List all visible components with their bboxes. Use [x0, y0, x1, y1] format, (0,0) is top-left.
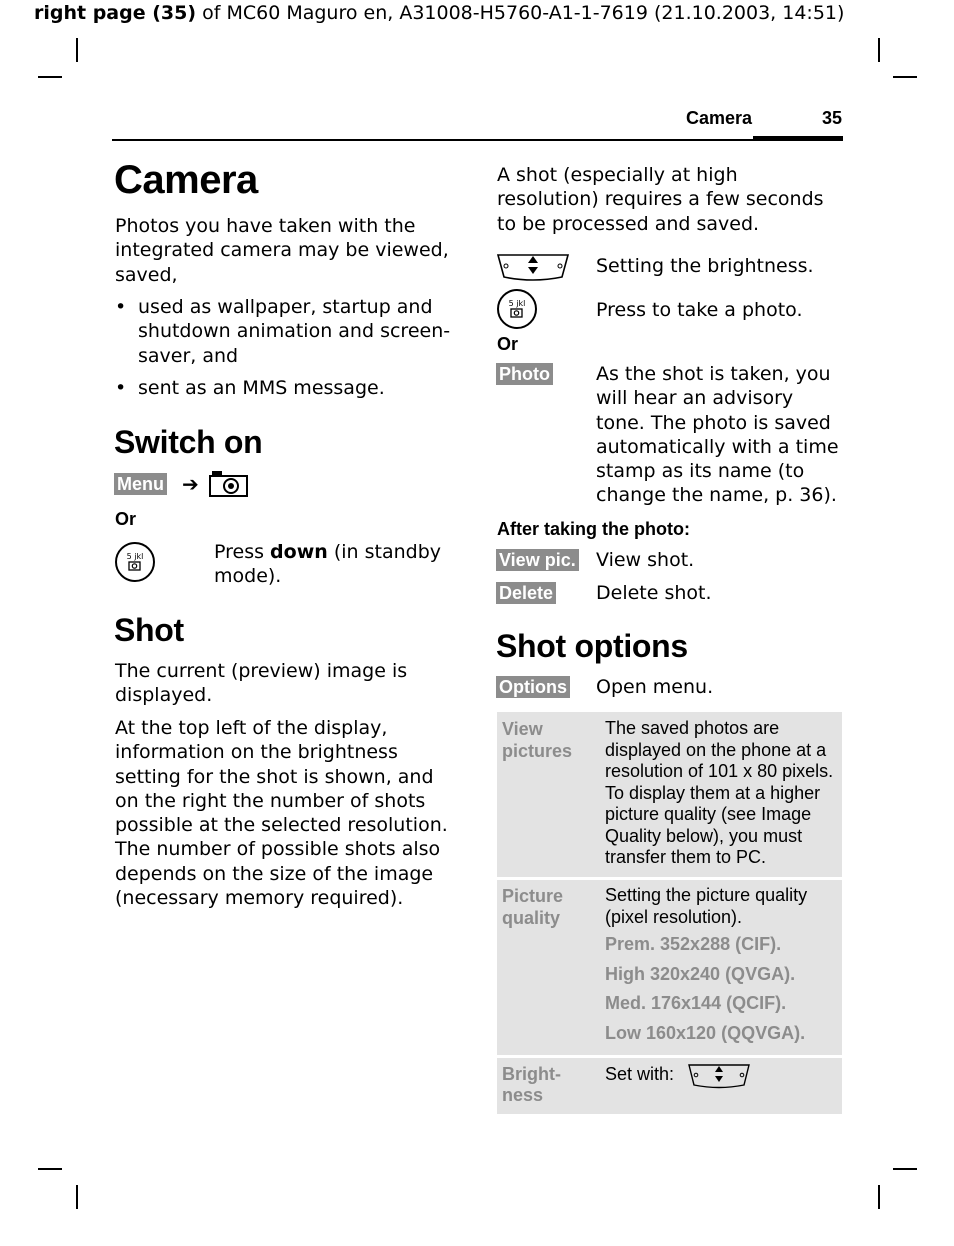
navigation-key-icon: [496, 251, 570, 285]
or-label: Or: [497, 334, 519, 354]
quality-option: Med. 176x144 (QCIF).: [605, 993, 787, 1014]
crop-mark: [38, 76, 62, 78]
key-5-camera-icon: [496, 288, 538, 334]
delete-softkey: Delete: [496, 582, 556, 604]
shot-note: A shot (especially at high resolution) requires a few seconds to be processed and saved.: [497, 164, 824, 235]
page-title: Camera: [114, 158, 258, 202]
brightness-text: Setting the brightness.: [596, 255, 814, 277]
row-label: Picture quality: [502, 886, 564, 928]
view-shot-text: View shot.: [596, 549, 695, 571]
quality-option: Low 160x120 (QQVGA).: [605, 1022, 806, 1043]
press-photo-text: Press to take a photo.: [596, 299, 803, 321]
navigation-key-icon: [687, 1061, 751, 1089]
after-photo-label: After taking the photo:: [497, 519, 690, 539]
photo-softkey: Photo: [496, 363, 553, 385]
intro-paragraph: Photos you have taken with the integrated camera may be viewed, saved,: [115, 215, 449, 286]
table-row-view-pictures: [497, 712, 842, 877]
open-menu-text: Open menu.: [596, 676, 714, 698]
row-description: Setting the picture quality (pixel resolution). Prem. 352x288 (CIF). High 320x240 (QVGA). Med. 176x144 (QCIF). Low 160x120 (QQVGA).: [605, 885, 837, 1048]
crop-mark: [878, 1185, 880, 1209]
photo-description: As the shot is taken, you will hear an advisory tone. The photo is saved automatically with a time stamp as its name (to change the name, p. 36).: [596, 363, 839, 507]
shot-paragraph-2: At the top left of the display, information on the brightness setting for the shot is shown, and on the right the number of shots possible at the selected resolution. The number of possible shots also depends on the size of the image (necessary memory required).: [115, 717, 448, 910]
header-rule: [112, 139, 843, 141]
row-description: The saved photos are displayed on the phone at a resolution of 101 x 80 pixels. To display them at a higher picture quality (see Image Quality below), you must transfer them to PC.: [605, 718, 834, 867]
list-item: • sent as an MMS message.: [115, 376, 460, 400]
shot-heading: Shot: [114, 612, 184, 648]
crop-mark: [76, 1185, 78, 1209]
row-label: View pictures: [502, 719, 573, 761]
use-list: [115, 295, 460, 408]
shot-options-heading: Shot options: [496, 628, 688, 664]
running-head-section: Camera: [686, 108, 753, 128]
key-5-camera-icon: [114, 541, 156, 587]
key-label: 5 jkl: [508, 299, 526, 308]
crop-mark: [38, 1168, 62, 1170]
row-description: Set with:: [605, 1064, 837, 1086]
print-header: right page (35) of MC60 Maguro en, A31008-H5760-A1-1-7619 (21.10.2003, 14:51): [34, 2, 845, 24]
crop-mark: [76, 38, 78, 62]
quality-option: High 320x240 (QVGA).: [605, 963, 796, 984]
running-head-page: 35: [822, 108, 843, 128]
arrow-icon: ➔: [182, 472, 199, 496]
press-down-text: Press down (in standby mode).: [214, 541, 441, 588]
quality-option: Prem. 352x288 (CIF).: [605, 934, 782, 954]
menu-softkey: Menu: [114, 473, 167, 495]
shot-paragraph-1: The current (preview) image is displayed.: [115, 660, 408, 707]
crop-mark: [893, 1168, 917, 1170]
crop-mark: [878, 38, 880, 62]
header-rule-accent: [753, 136, 843, 140]
table-row-brightness: [497, 1058, 842, 1114]
crop-mark: [893, 76, 917, 78]
switch-on-heading: Switch on: [114, 424, 263, 460]
delete-shot-text: Delete shot.: [596, 582, 712, 604]
view-pic-softkey: View pic.: [496, 549, 579, 571]
row-label: Bright-ness: [502, 1064, 561, 1105]
or-label: Or: [115, 509, 137, 529]
options-softkey: Options: [496, 676, 570, 698]
key-label: 5 jkl: [126, 552, 144, 561]
camera-icon: [209, 470, 249, 502]
table-row-picture-quality: [497, 880, 842, 1055]
list-item: • used as wallpaper, startup and shutdown animation and screen-saver, and: [115, 295, 460, 368]
